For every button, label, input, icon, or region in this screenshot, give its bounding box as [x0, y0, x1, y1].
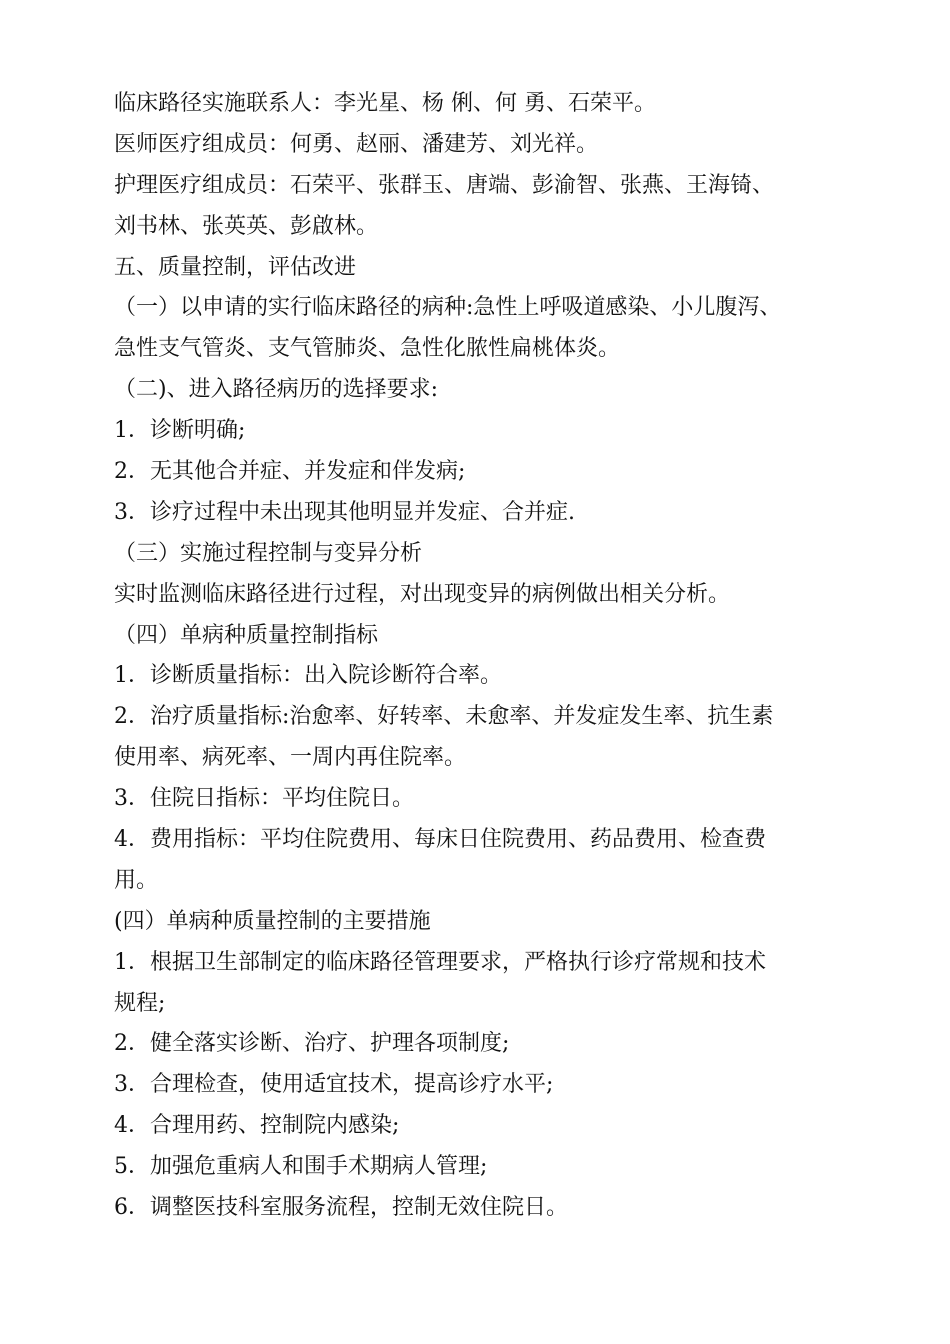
list-item: 3．住院日指标：平均住院日。: [114, 786, 414, 812]
text-line: （一）以申请的实行临床路径的病种:急性上呼吸道感染、小儿腹泻、: [114, 295, 782, 321]
text-line: 用。: [114, 867, 159, 893]
text-line: 护理医疗组成员：石荣平、张群玉、唐端、彭渝智、张燕、王海锜、: [114, 172, 775, 198]
text-line: 医师医疗组成员：何勇、赵丽、潘建芳、刘光祥。: [114, 131, 599, 157]
text-line: 临床路径实施联系人：李光星、杨 俐、何 勇、石荣平。: [114, 91, 656, 116]
text-line: 规程;: [114, 990, 166, 1016]
list-item: 1．诊断质量指标：出入院诊断符合率。: [114, 663, 502, 689]
list-item: 1．根据卫生部制定的临床路径管理要求，严格执行诊疗常规和技术: [114, 949, 766, 975]
list-item: 5．加强危重病人和围手术期病人管理;: [114, 1154, 488, 1180]
list-item: 2．治疗质量指标:治愈率、好转率、未愈率、并发症发生率、抗生素: [114, 704, 774, 730]
subsection-heading: （二)、进入路径病历的选择要求:: [114, 377, 438, 403]
text-line: 刘书林、张英英、彭啟林。: [114, 213, 379, 239]
text-line: 实时监测临床路径进行过程，对出现变异的病例做出相关分析。: [114, 581, 731, 607]
subsection-heading: (四）单病种质量控制的主要措施: [114, 908, 431, 934]
list-item: 2．无其他合并症、并发症和伴发病;: [114, 459, 466, 485]
list-item: 1．诊断明确;: [114, 418, 246, 444]
section-heading: 五、质量控制，评估改进: [114, 254, 357, 280]
list-item: 3．诊疗过程中未出现其他明显并发症、合并症.: [114, 499, 575, 525]
text-line: 急性支气管炎、支气管肺炎、急性化脓性扁桃体炎。: [114, 336, 621, 362]
list-item: 2．健全落实诊断、治疗、护理各项制度;: [114, 1031, 510, 1057]
subsection-heading: （四）单病种质量控制指标: [114, 622, 379, 648]
list-item: 4．费用指标：平均住院费用、每床日住院费用、药品费用、检查费: [114, 827, 766, 853]
text-line: 使用率、病死率、一周内再住院率。: [114, 745, 467, 771]
list-item: 6．调整医技科室服务流程，控制无效住院日。: [114, 1195, 568, 1221]
list-item: 3．合理检查，使用适宜技术，提高诊疗水平;: [114, 1072, 554, 1098]
list-item: 4．合理用药、控制院内感染;: [114, 1113, 400, 1139]
subsection-heading: （三）实施过程控制与变异分析: [114, 540, 423, 566]
document-body: [114, 84, 854, 1229]
